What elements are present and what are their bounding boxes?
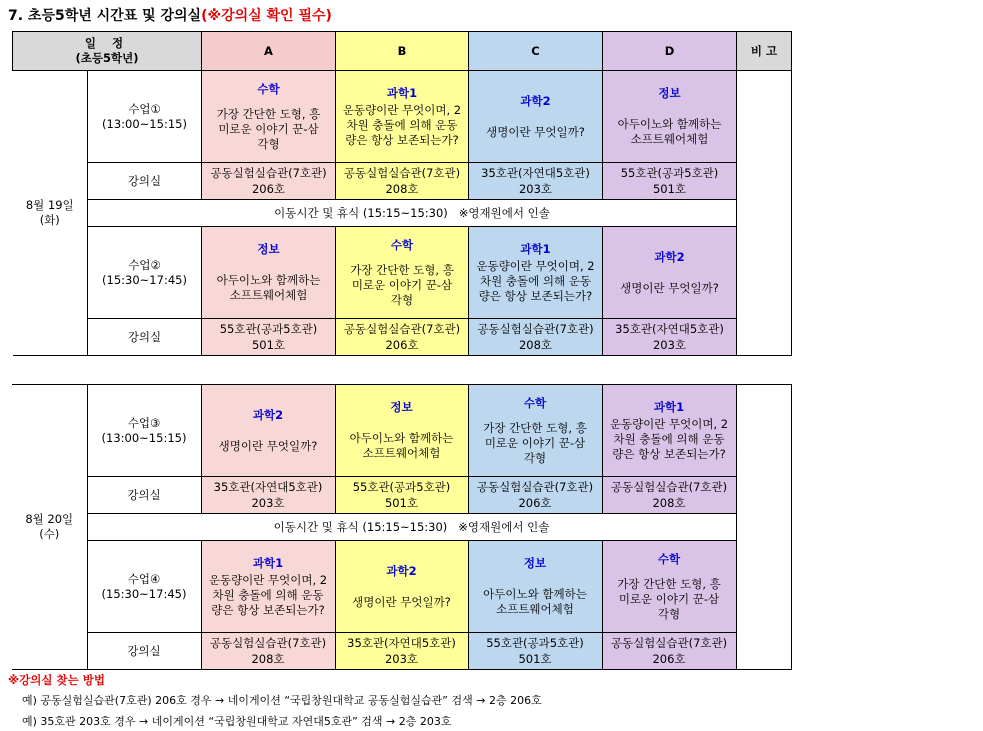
header-col-a: A <box>202 32 336 71</box>
room-cell: 55호관(공과5호관) 501호 <box>335 477 468 514</box>
class-cell: 과학1 운동량이란 무엇이며, 2차원 충돌에 의해 운동량은 항상 보존되는가? <box>336 71 469 163</box>
class-cell: 과학1 운동량이란 무엇이며, 2차원 충돌에 의해 운동량은 항상 보존되는가? <box>201 541 335 633</box>
room-cell: 공동실험실습관(7호관) 208호 <box>336 163 469 200</box>
room-label: 강의실 <box>87 477 201 514</box>
class-cell: 정보 아두이노와 함께하는 소프트웨어체험 <box>202 227 336 319</box>
schedule-table-day1 <box>12 31 792 356</box>
page-title <box>8 5 332 25</box>
class-cell: 과학2 생명이란 무엇일까? <box>603 227 737 319</box>
schedule-table-day2 <box>12 384 792 670</box>
room-cell: 55호관(공과5호관) 501호 <box>468 633 602 670</box>
class-cell: 과학2 생명이란 무엇일까? <box>335 541 468 633</box>
class-cell: 수학 가장 간단한 도형, 흥미로운 이야기 꾼-삼각형 <box>602 541 736 633</box>
room-cell: 공동실험실습관(7호관) 206호 <box>336 319 469 356</box>
class-cell: 정보 아두이노와 함께하는 소프트웨어체험 <box>468 541 602 633</box>
class-cell: 과학1 운동량이란 무엇이며, 2차원 충돌에 의해 운동량은 항상 보존되는가? <box>602 385 736 477</box>
room-cell: 35호관(자연대5호관) 203호 <box>201 477 335 514</box>
room-cell: 35호관(자연대5호관) 203호 <box>603 319 737 356</box>
class-cell: 정보 아두이노와 함께하는 소프트웨어체험 <box>335 385 468 477</box>
room-cell: 55호관(공과5호관) 501호 <box>202 319 336 356</box>
header-remarks: 비 고 <box>737 32 792 71</box>
footer-example-2: 예) 35호관 203호 경우 → 네이게이션 “국립창원대학교 자연대5호관” 검색 → 2층 203호 <box>22 715 452 728</box>
footer-example-1: 예) 공동실험실습관(7호관) 206호 경우 → 네이게이션 “국립창원대학교 공동실험실습관” 검색 → 2층 206호 <box>22 694 542 707</box>
footer-title: ※강의실 찾는 방법 <box>8 673 105 687</box>
room-cell: 공동실험실습관(7호관) 208호 <box>602 477 736 514</box>
room-cell: 35호관(자연대5호관) 203호 <box>335 633 468 670</box>
title-note: (※강의실 확인 필수) <box>201 8 332 24</box>
room-label: 강의실 <box>87 633 201 670</box>
room-label: 강의실 <box>88 163 202 200</box>
header-schedule: 일 정 (초등5학년) <box>13 32 202 71</box>
date-cell: 8월 20일 (수) <box>12 385 87 670</box>
room-label: 강의실 <box>88 319 202 356</box>
class-cell: 수학 가장 간단한 도형, 흥미로운 이야기 꾼-삼각형 <box>336 227 469 319</box>
header-col-b: B <box>336 32 469 71</box>
room-cell: 35호관(자연대5호관) 203호 <box>469 163 603 200</box>
room-cell: 55호관(공과5호관) 501호 <box>603 163 737 200</box>
room-cell: 공동실험실습관(7호관) 208호 <box>201 633 335 670</box>
class-cell: 수학 가장 간단한 도형, 흥미로운 이야기 꾼-삼각형 <box>202 71 336 163</box>
header-col-c: C <box>469 32 603 71</box>
break-row: 이동시간 및 휴식 (15:15~15:30) ※영재원에서 인솔 <box>87 514 736 541</box>
room-cell: 공동실험실습관(7호관) 206호 <box>602 633 736 670</box>
class-label: 수업④ (15:30~17:45) <box>87 541 201 633</box>
class-cell: 과학2 생명이란 무엇일까? <box>201 385 335 477</box>
header-col-d: D <box>603 32 737 71</box>
class-cell: 과학2 생명이란 무엇일까? <box>469 71 603 163</box>
class-cell: 과학1 운동량이란 무엇이며, 2차원 충돌에 의해 운동량은 항상 보존되는가? <box>469 227 603 319</box>
class-cell: 수학 가장 간단한 도형, 흥미로운 이야기 꾼-삼각형 <box>468 385 602 477</box>
room-cell: 공동실험실습관(7호관) 206호 <box>202 163 336 200</box>
break-row: 이동시간 및 휴식 (15:15~15:30) ※영재원에서 인솔 <box>88 200 737 227</box>
room-cell: 공동실험실습관(7호관) 206호 <box>468 477 602 514</box>
remarks-cell <box>736 385 791 670</box>
class-label: 수업① (13:00~15:15) <box>88 71 202 163</box>
room-cell: 공동실험실습관(7호관) 208호 <box>469 319 603 356</box>
class-label: 수업② (15:30~17:45) <box>88 227 202 319</box>
date-cell: 8월 19일 (화) <box>13 71 88 356</box>
remarks-cell <box>737 71 792 356</box>
class-label: 수업③ (13:00~15:15) <box>87 385 201 477</box>
title-main: 7. 초등5학년 시간표 및 강의실 <box>8 8 202 24</box>
class-cell: 정보 아두이노와 함께하는 소프트웨어체험 <box>603 71 737 163</box>
